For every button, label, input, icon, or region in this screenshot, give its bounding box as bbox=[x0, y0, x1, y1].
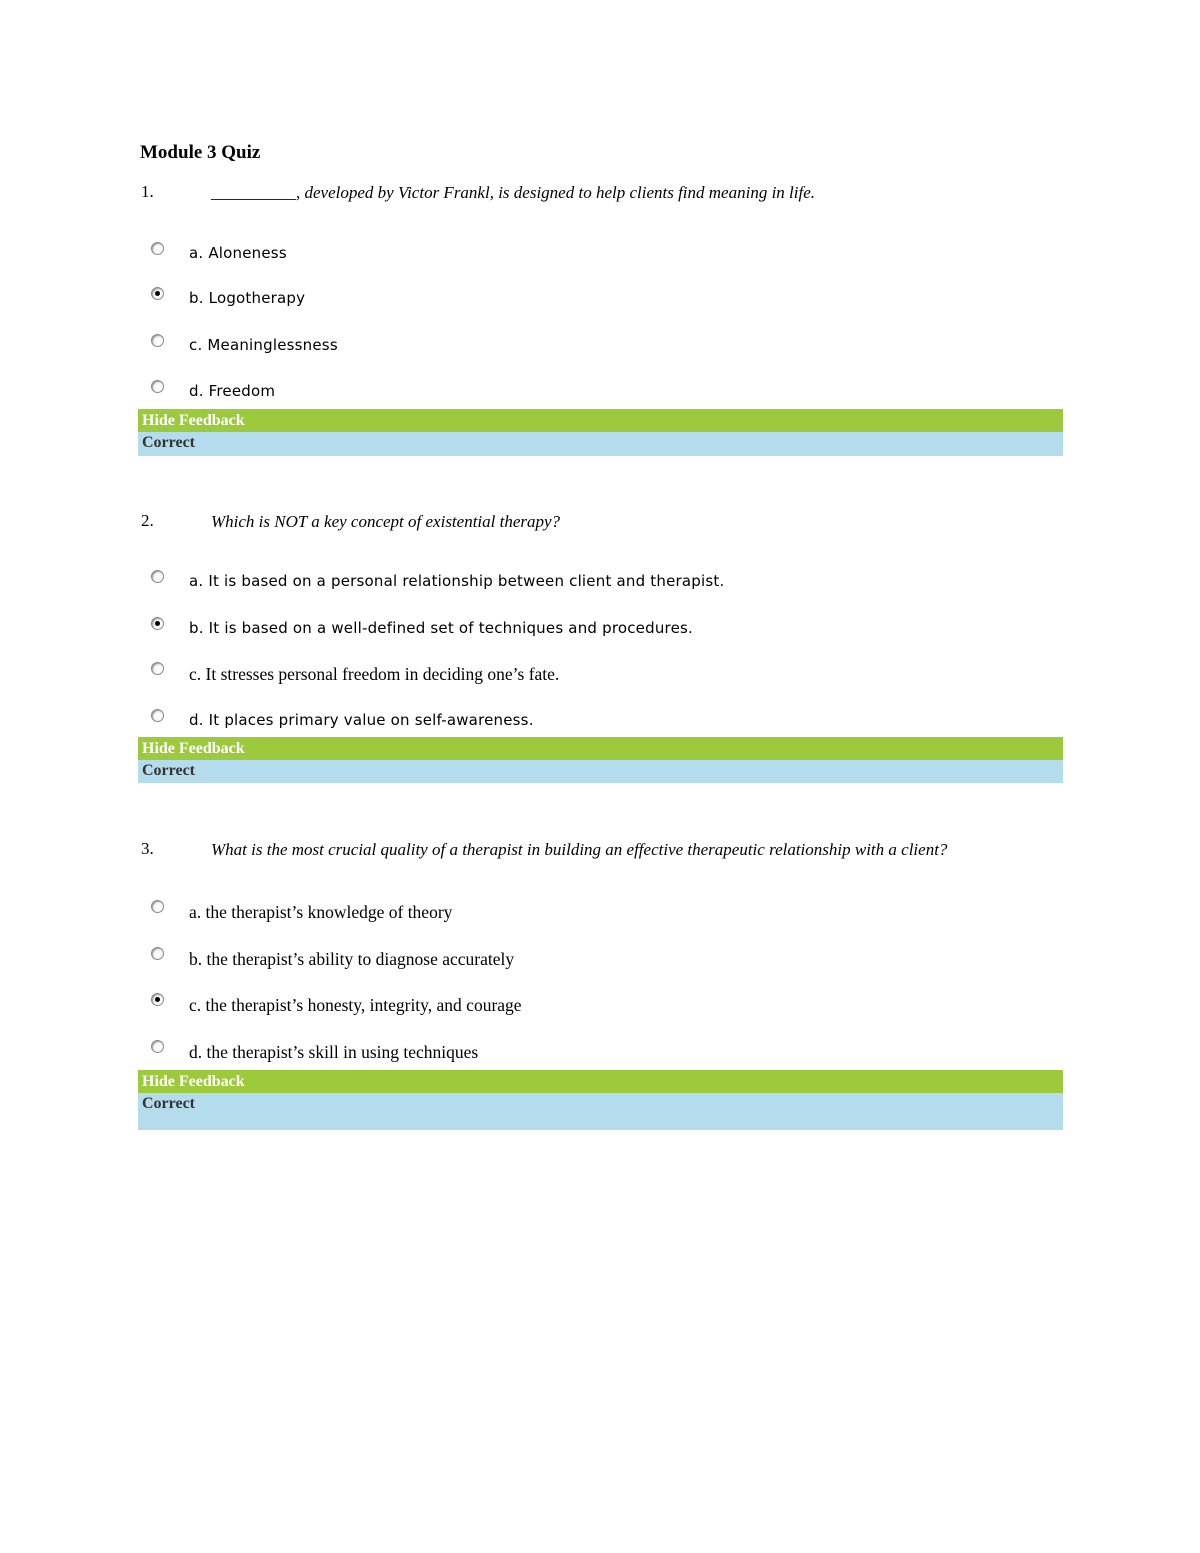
radio-icon[interactable] bbox=[151, 380, 164, 393]
question-1 bbox=[138, 182, 1063, 457]
option-label: b. It is based on a well-defined set of techniques and procedures. bbox=[189, 619, 693, 637]
question-2 bbox=[138, 511, 1063, 784]
question-3 bbox=[138, 839, 1063, 1130]
question-header bbox=[138, 182, 1063, 222]
radio-selected-icon[interactable] bbox=[151, 617, 164, 630]
option-label: a. It is based on a personal relationship between client and therapist. bbox=[189, 572, 725, 590]
hide-feedback-button[interactable]: Hide Feedback bbox=[138, 409, 1063, 432]
radio-icon[interactable] bbox=[151, 709, 164, 722]
option-label: b. the therapist’s ability to diagnose accurately bbox=[189, 949, 515, 969]
question-number: 1. bbox=[141, 182, 154, 201]
question-number: 3. bbox=[141, 839, 154, 858]
question-header bbox=[138, 511, 1063, 551]
hide-feedback-button[interactable]: Hide Feedback bbox=[138, 737, 1063, 760]
feedback-text: Correct bbox=[138, 432, 1063, 456]
radio-icon[interactable] bbox=[151, 900, 164, 913]
radio-icon[interactable] bbox=[151, 662, 164, 675]
radio-icon[interactable] bbox=[151, 947, 164, 960]
radio-icon[interactable] bbox=[151, 242, 164, 255]
radio-selected-icon[interactable] bbox=[151, 287, 164, 300]
question-text: __________, developed by Victor Frankl, is designed to help clients find meaning in life. bbox=[211, 183, 816, 202]
option-label: c. It stresses personal freedom in deciding one’s fate. bbox=[189, 664, 560, 684]
option-label: d. Freedom bbox=[189, 382, 276, 400]
feedback-text: Correct bbox=[138, 760, 1063, 783]
question-number: 2. bbox=[141, 511, 154, 530]
question-text: What is the most crucial quality of a therapist in building an effective therapeutic relationship with a client? bbox=[211, 840, 948, 859]
page-title: Module 3 Quiz bbox=[140, 142, 261, 163]
option-label: a. the therapist’s knowledge of theory bbox=[189, 902, 453, 922]
radio-selected-icon[interactable] bbox=[151, 993, 164, 1006]
question-text: Which is NOT a key concept of existential therapy? bbox=[211, 512, 561, 531]
radio-icon[interactable] bbox=[151, 570, 164, 583]
option-label: c. Meaninglessness bbox=[189, 336, 338, 354]
feedback-text: Correct bbox=[138, 1093, 1063, 1130]
option-label: c. the therapist’s honesty, integrity, and courage bbox=[189, 995, 522, 1015]
question-header bbox=[138, 839, 1063, 879]
option-label: d. It places primary value on self-awareness. bbox=[189, 711, 534, 729]
option-label: d. the therapist’s skill in using techniques bbox=[189, 1042, 479, 1062]
radio-icon[interactable] bbox=[151, 334, 164, 347]
option-label: a. Aloneness bbox=[189, 244, 287, 262]
radio-icon[interactable] bbox=[151, 1040, 164, 1053]
option-label: b. Logotherapy bbox=[189, 289, 306, 307]
hide-feedback-button[interactable]: Hide Feedback bbox=[138, 1070, 1063, 1093]
